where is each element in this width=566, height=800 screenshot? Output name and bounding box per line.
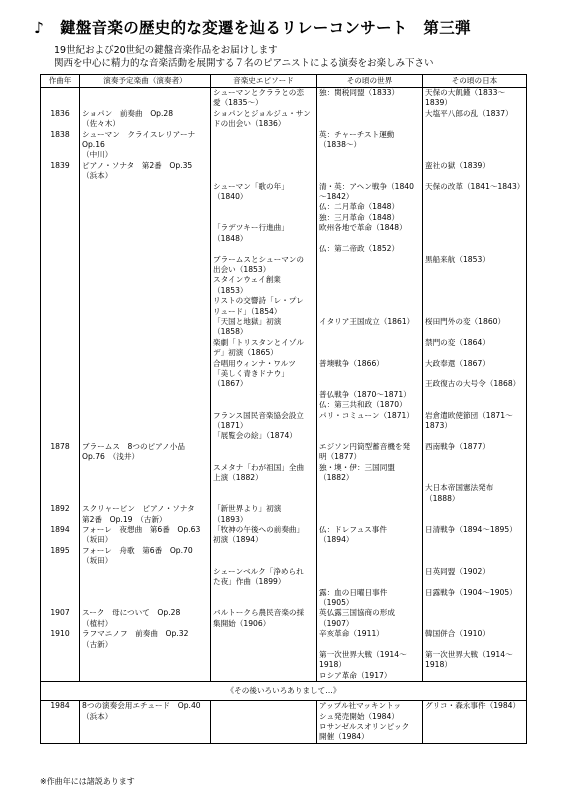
year-cell [41, 317, 80, 338]
year-cell [41, 463, 80, 505]
table-row [41, 650, 527, 682]
japan-cell: 西南戦争（1877） [423, 442, 527, 463]
year-cell: 1910 [41, 629, 80, 650]
table-row [41, 359, 527, 390]
world-cell [317, 504, 423, 525]
world-cell: イタリア王国成立（1861） [317, 317, 423, 338]
piece-cell [80, 182, 211, 224]
music-history-cell [211, 442, 317, 463]
table-row [41, 504, 527, 525]
world-cell: 普仏戦争（1870～1871） 仏：第三共和政（1870） [317, 390, 423, 411]
header-year: 作曲年 [41, 75, 80, 88]
japan-cell: 天保の改革（1841～1843） [423, 182, 527, 224]
final-body [41, 701, 527, 744]
table-row [41, 567, 527, 588]
music-history-cell: 楽劇「トリスタンとイゾル デ」初演（1865） [211, 338, 317, 359]
year-cell: 1878 [41, 442, 80, 463]
world-cell: 独・墺・伊：三国同盟 （1882） [317, 463, 423, 505]
year-cell: 1895 [41, 546, 80, 567]
world-cell: 仏：ドレフュス事件 （1894） [317, 525, 423, 546]
piece-cell [80, 463, 211, 505]
japan-cell [423, 223, 527, 254]
japan-cell: 韓国併合（1910） [423, 629, 527, 650]
japan-cell: 大塩平八郎の乱（1837） [423, 109, 527, 130]
year-cell [41, 567, 80, 588]
piece-cell: 8つの演奏会用エチュード Op.40 （浜本） [80, 701, 211, 744]
year-cell [41, 588, 80, 609]
table-row [41, 701, 527, 744]
table-row [41, 109, 527, 130]
year-cell: 1892 [41, 504, 80, 525]
year-cell [41, 411, 80, 442]
world-cell: 第一次世界大戦（1914～ 1918） ロシア革命（1917） [317, 650, 423, 682]
year-cell [41, 359, 80, 390]
piece-cell: ブラームス 8つのピアノ小品 Op.76 （浅井） [80, 442, 211, 463]
year-cell: 1984 [41, 701, 80, 744]
world-cell: 欧州各地で革命（1848） 仏：第二帝政（1852） [317, 223, 423, 254]
piece-cell [80, 223, 211, 254]
world-cell [317, 109, 423, 130]
year-cell [41, 338, 80, 359]
japan-cell: 禁門の変（1864） [423, 338, 527, 359]
japan-cell: 第一次世界大戦（1914～ 1918） [423, 650, 527, 682]
japan-cell: 蛮社の獄（1839） [423, 161, 527, 182]
table-row [41, 130, 527, 161]
year-cell [41, 255, 80, 317]
music-history-cell [211, 629, 317, 650]
year-cell: 1894 [41, 525, 80, 546]
year-cell: 1838 [41, 130, 80, 161]
music-history-cell: バルトークら農民音楽の採 集開始（1906） [211, 608, 317, 629]
music-history-cell: フランス国民音楽協会設立 （1871） 「展覧会の絵」（1874） [211, 411, 317, 442]
piece-cell [80, 88, 211, 109]
header-world: その頃の世界 [317, 75, 423, 88]
concert-table [40, 74, 527, 744]
piece-cell [80, 588, 211, 609]
header-music-history: 音楽史エピソード [211, 75, 317, 88]
table-row [41, 608, 527, 629]
world-cell: 辛亥革命（1911） [317, 629, 423, 650]
japan-cell: 天保の大飢饉（1833～ 1839） [423, 88, 527, 109]
music-history-cell: スメタナ「わが祖国」全曲 上演（1882） [211, 463, 317, 505]
japan-cell: 大政奉還（1867） 王政復古の大号令（1868） [423, 359, 527, 390]
world-cell [317, 255, 423, 317]
world-cell: 独：関税同盟（1833） [317, 88, 423, 109]
table-row [41, 255, 527, 317]
table-row [41, 88, 527, 109]
music-history-cell: 「牧神の午後への前奏曲」 初演（1894） [211, 525, 317, 546]
music-history-cell [211, 701, 317, 744]
year-cell [41, 650, 80, 682]
piece-cell [80, 359, 211, 390]
japan-cell [423, 546, 527, 567]
world-cell [317, 546, 423, 567]
music-history-cell: 「天国と地獄」初演 （1858） [211, 317, 317, 338]
page-title: ♪ 鍵盤音楽の歴史的な変遷を辿るリレーコンサート 第三弾 [34, 19, 471, 37]
subtitle-line-2: 関西を中心に精力的な音楽活動を展開する７名のピアニストによる演奏をお楽しみ下さい [54, 58, 434, 69]
japan-cell: 日清戦争（1894～1895） [423, 525, 527, 546]
footnote: ※作曲年には諸説あります [40, 777, 135, 786]
music-history-cell [211, 588, 317, 609]
year-cell: 1836 [41, 109, 80, 130]
table-row [41, 463, 527, 505]
header-piece: 演奏予定楽曲（演奏者） [80, 75, 211, 88]
japan-cell: 日露戦争（1904～1905） [423, 588, 527, 609]
interlude-text: 《その後いろいろありまして…》 [41, 682, 527, 701]
piece-cell: シューマン クライスレリアーナ Op.16 （中川） [80, 130, 211, 161]
piece-cell [80, 567, 211, 588]
world-cell: 露：血の日曜日事件 （1905） [317, 588, 423, 609]
piece-cell [80, 411, 211, 442]
music-history-cell: シューマン「歌の年」 （1840） [211, 182, 317, 224]
table-row [41, 223, 527, 254]
table-row [41, 338, 527, 359]
year-cell [41, 88, 80, 109]
piece-cell: ピアノ・ソナタ 第2番 Op.35 （浜本） [80, 161, 211, 182]
year-cell [41, 182, 80, 224]
music-history-cell: 「新世界より」初演 （1893） [211, 504, 317, 525]
header-japan: その頃の日本 [423, 75, 527, 88]
japan-cell [423, 608, 527, 629]
japan-cell [423, 130, 527, 161]
piece-cell: スクリャービン ピアノ・ソナタ 第2番 Op.19 （古新） [80, 504, 211, 525]
year-cell [41, 390, 80, 411]
piece-cell [80, 390, 211, 411]
world-cell: 清・英：アヘン戦争（1840 ～1842） 仏：二月革命（1848） 独：三月革命（1848） [317, 182, 423, 224]
world-cell [317, 338, 423, 359]
music-history-cell: 「ラデツキー行進曲」 （1848） [211, 223, 317, 254]
music-history-cell [211, 161, 317, 182]
piece-cell [80, 317, 211, 338]
piece-cell: フォーレ 夜想曲 第6番 Op.63 （坂田） [80, 525, 211, 546]
subtitle-line-1: 19世紀および20世紀の鍵盤音楽作品をお届けします [54, 45, 278, 56]
music-history-cell [211, 130, 317, 161]
table-row [41, 317, 527, 338]
japan-cell: 黒船来航（1853） [423, 255, 527, 317]
japan-cell: 日英同盟（1902） [423, 567, 527, 588]
japan-cell: 大日本帝国憲法発布 （1888） [423, 463, 527, 505]
world-cell: アップル社マッキントッ シュ発売開始（1984） ロサンゼルスオリンピック 開催（1984） [317, 701, 423, 744]
table-row [41, 629, 527, 650]
year-cell: 1839 [41, 161, 80, 182]
table-row [41, 525, 527, 546]
world-cell: 普墺戦争（1866） [317, 359, 423, 390]
table-row [41, 161, 527, 182]
table-row [41, 442, 527, 463]
world-cell [317, 161, 423, 182]
year-cell [41, 223, 80, 254]
table-row [41, 411, 527, 442]
world-cell: 英仏露三国協商の形成 （1907） [317, 608, 423, 629]
music-history-cell: 合唱用ウィンナ・ワルツ 「美しく青きドナウ」 （1867） [211, 359, 317, 390]
piece-cell: フォーレ 舟歌 第6番 Op.70 （坂田） [80, 546, 211, 567]
piece-cell [80, 255, 211, 317]
interlude-row [41, 682, 527, 701]
music-history-cell [211, 650, 317, 682]
piece-cell [80, 650, 211, 682]
music-history-cell: ショパンとジョルジュ・サン ドの出会い（1836） [211, 109, 317, 130]
world-cell: パリ・コミューン（1871） [317, 411, 423, 442]
music-history-cell [211, 546, 317, 567]
music-history-cell [211, 390, 317, 411]
timeline-body [41, 88, 527, 682]
piece-cell: ラフマニノフ 前奏曲 Op.32 （古新） [80, 629, 211, 650]
japan-cell: 桜田門外の変（1860） [423, 317, 527, 338]
table-row [41, 588, 527, 609]
table-row [41, 182, 527, 224]
year-cell: 1907 [41, 608, 80, 629]
music-history-cell: ブラームスとシューマンの 出会い（1853） スタインウェイ創業 （1853） リストの交響詩「レ・プレ リュード」（1854） [211, 255, 317, 317]
header-row [41, 75, 527, 88]
music-history-cell: シューマンとクララとの恋 愛（1835～） [211, 88, 317, 109]
japan-cell: 岩倉遣欧使節団（1871～ 1873） [423, 411, 527, 442]
japan-cell [423, 504, 527, 525]
table-row [41, 546, 527, 567]
music-history-cell: シェーンベルク「浄められ た夜」作曲（1899） [211, 567, 317, 588]
piece-cell [80, 338, 211, 359]
piece-cell: ショパン 前奏曲 Op.28 （佐々木） [80, 109, 211, 130]
world-cell: 英：チャーチスト運動 （1838～） [317, 130, 423, 161]
piece-cell: スーク 母について Op.28 （植村） [80, 608, 211, 629]
world-cell: エジソン円筒型蓄音機を発 明（1877） [317, 442, 423, 463]
world-cell [317, 567, 423, 588]
japan-cell [423, 390, 527, 411]
table-row [41, 390, 527, 411]
japan-cell: グリコ・森永事件（1984） [423, 701, 527, 744]
